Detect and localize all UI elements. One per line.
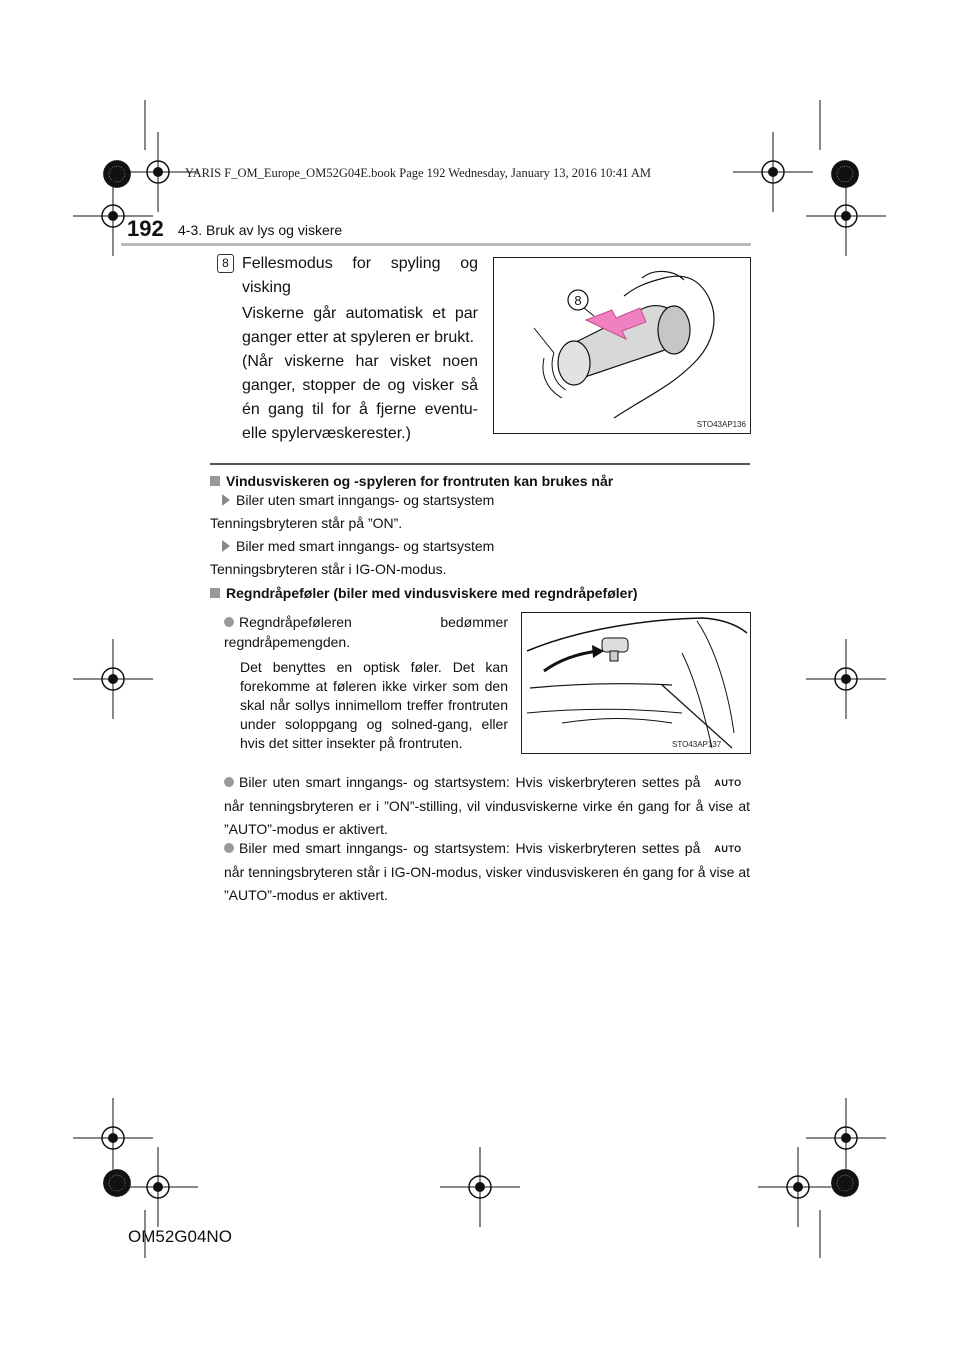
crosshair-icon bbox=[806, 176, 886, 256]
registration-mark-icon bbox=[831, 160, 859, 188]
condition-item-text: Tenningsbryteren står i IG-ON-modus. bbox=[210, 561, 447, 577]
item8-para1: Viskerne går automatisk et par ganger etter at spyleren er brukt. bbox=[242, 305, 478, 346]
document-code: OM52G04NO bbox=[128, 1227, 232, 1246]
condition-item-text: Tenningsbryteren står på ”ON”. bbox=[210, 515, 403, 531]
registration-mark-icon bbox=[103, 160, 131, 188]
section-title: 4-3. Bruk av lys og viskere bbox=[178, 222, 343, 238]
item8-para2: (Når viskerne har visket noen ganger, stopper de og visker så én gang til for å fjerne eventu-elle spylervæskerester.) bbox=[242, 353, 478, 442]
crosshair-icon bbox=[73, 639, 153, 719]
figure-code: STO43AP137 bbox=[672, 740, 722, 749]
crosshair-icon bbox=[733, 132, 813, 212]
figure-wiper-stalk bbox=[493, 257, 751, 434]
square-bullet-icon bbox=[210, 588, 220, 598]
condition-item-label: Biler uten smart inngangs- og startsystem bbox=[222, 492, 494, 508]
triangle-bullet-icon bbox=[222, 540, 230, 552]
rain-bullet-2: Biler uten smart inngangs- og startsystem: Hvis viskerbryteren settes på AUTO når tenningsbryteren er i ”ON”-stilling, vil vindusviskerne virke én gang for å vise at ”AUTO”-modus er aktivert. bbox=[224, 774, 750, 837]
round-bullet-icon bbox=[224, 617, 234, 627]
book-header-line: YARIS F_OM_Europe_OM52G04E.book Page 192 Wednesday, January 13, 2016 10:41 AM bbox=[185, 166, 651, 180]
registration-mark-icon bbox=[831, 1169, 859, 1197]
header-rule bbox=[121, 243, 751, 246]
triangle-bullet-icon bbox=[222, 494, 230, 506]
rain-bullet-1 bbox=[224, 612, 508, 753]
crosshair-icon bbox=[118, 1147, 198, 1227]
heading-rain-sensor: Regndråpeføler (biler med vindusviskere med regndråpeføler) bbox=[210, 585, 638, 601]
rain-bullet-1-line: Regndråpeføleren bedømmer regndråpemengden. bbox=[224, 614, 508, 650]
crosshair-icon bbox=[806, 639, 886, 719]
wiper-stalk-illustration bbox=[494, 258, 750, 433]
rain-bullet-1-para: Det benyttes en optisk føler. Det kan forekomme at føleren ikke virker som den skal når sollys innimellom treffer frontruten under soloppgang og solned-gang, eller hvis det sitter insekter på frontruten. bbox=[240, 659, 508, 751]
crosshair-icon bbox=[758, 1147, 838, 1227]
windshield-sensor-illustration bbox=[522, 613, 750, 753]
figure-code: STO43AP136 bbox=[696, 420, 746, 429]
figure-windshield-sensor bbox=[521, 612, 751, 754]
heading-wiper-conditions: Vindusviskeren og -spyleren for frontruten kan brukes når bbox=[210, 473, 613, 489]
registration-mark-icon bbox=[103, 1169, 131, 1197]
auto-mode-symbol: AUTO bbox=[714, 778, 742, 788]
page-number: 192 bbox=[127, 216, 164, 241]
round-bullet-icon bbox=[224, 843, 234, 853]
section-divider bbox=[210, 463, 750, 465]
crosshair-icon bbox=[440, 1147, 520, 1227]
auto-mode-symbol: AUTO bbox=[714, 844, 742, 854]
figure-callout: 8 bbox=[574, 293, 582, 308]
item-number-badge: 8 bbox=[217, 254, 234, 273]
rain-bullet-3: Biler med smart inngangs- og startsystem: Hvis viskerbryteren settes på AUTO når tenningsbryteren står i IG-ON-modus, visker vindusviskeren én gang for å vise at ”AUTO”-modus er aktivert. bbox=[224, 840, 750, 903]
crosshair-icon bbox=[73, 1098, 153, 1178]
round-bullet-icon bbox=[224, 777, 234, 787]
crosshair-icon bbox=[806, 1098, 886, 1178]
item8-title: Fellesmodus for spyling og visking bbox=[242, 255, 478, 296]
condition-item-label: Biler med smart inngangs- og startsystem bbox=[222, 538, 494, 554]
square-bullet-icon bbox=[210, 476, 220, 486]
